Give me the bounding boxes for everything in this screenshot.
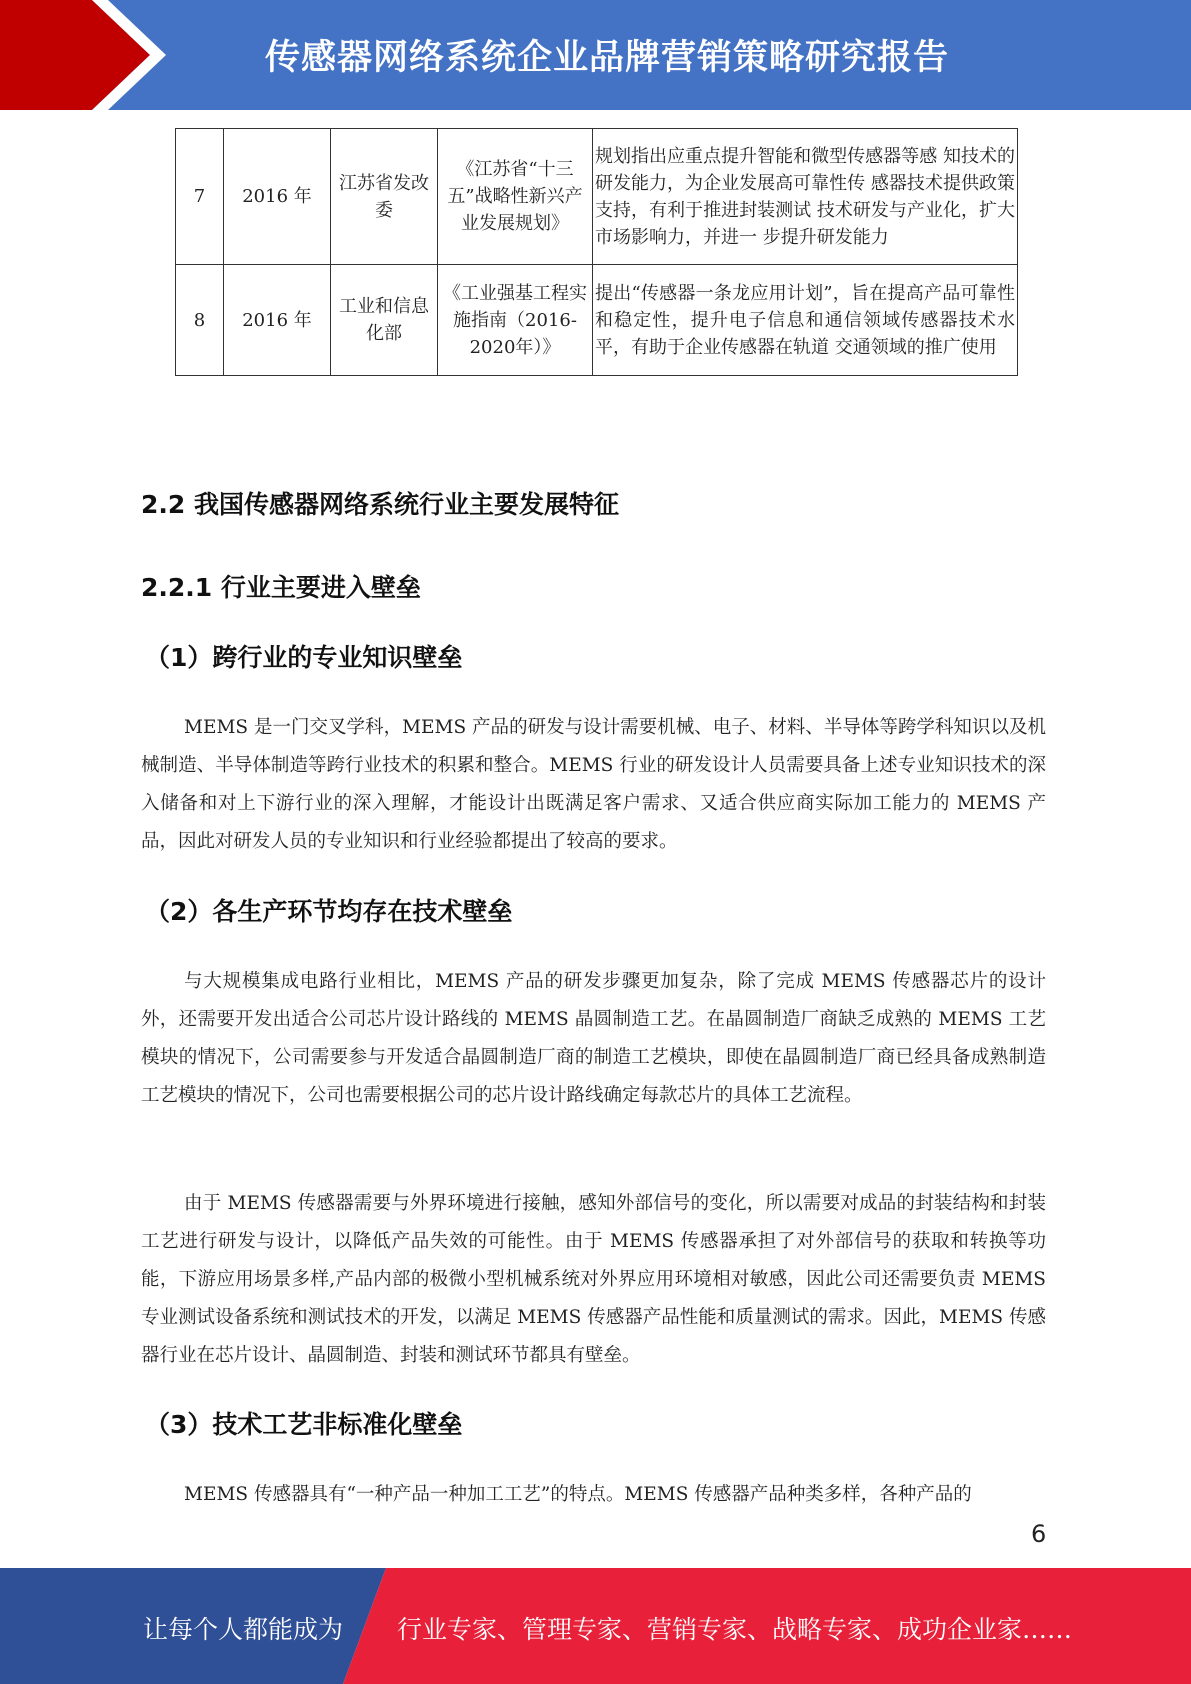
row-document: 《工业强基工程实施指南（2016-2020年）》 <box>438 265 593 376</box>
page-header <box>0 0 1191 110</box>
subheading-barrier-3: （3）技术工艺非标准化壁垒 <box>145 1410 463 1439</box>
report-title: 传感器网络系统企业品牌营销策略研究报告 <box>265 38 950 78</box>
row-description: 规划指出应重点提升智能和微型传感器等感 知技术的研发能力，为企业发展高可靠性传 感器技术提供政策支持，有利于推进封装测试 技术研发与产业化，扩大市场影响力，并进一 步提升研发能力 <box>593 129 1018 265</box>
row-year: 2016 年 <box>224 129 331 265</box>
footer-slogan-left: 让每个人都能成为 <box>143 1615 344 1644</box>
paragraph-2: 与大规模集成电路行业相比，MEMS 产品的研发步骤更加复杂，除了完成 MEMS 传感器芯片的设计外，还需要开发出适合公司芯片设计路线的 MEMS 晶圆制造工艺。在晶圆制造厂商缺乏成熟的 MEMS 工艺模块的情况下，公司需要参与开发适合晶圆制造厂商的制造工艺模块，即使在晶圆制造厂商已经具备成熟制造工艺模块的情况下，公司也需要根据公司的芯片设计路线确定每款芯片的具体工艺流程。 <box>141 971 1046 1106</box>
row-document: 《江苏省“十三五”战略性新兴产业发展规划》 <box>438 129 593 265</box>
subheading-barrier-2: （2）各生产环节均存在技术壁垒 <box>145 897 513 926</box>
policy-table <box>175 128 1018 376</box>
row-number: 8 <box>176 265 224 376</box>
section-heading-2-2-1: 2.2.1 行业主要进入壁垒 <box>141 573 421 602</box>
table-row <box>176 129 1018 265</box>
row-year: 2016 年 <box>224 265 331 376</box>
row-description: 提出“传感器一条龙应用计划”，旨在提高产品可靠性和稳定性，提升电子信息和通信领域传感器技术水平，有助于企业传感器在轨道 交通领域的推广使用 <box>593 265 1018 376</box>
subheading-barrier-1: （1）跨行业的专业知识壁垒 <box>145 643 463 672</box>
page-footer <box>0 1568 1191 1684</box>
paragraph-4: MEMS 传感器具有“一种产品一种加工工艺”的特点。MEMS 传感器产品种类多样，各种产品的 <box>184 1484 972 1505</box>
section-heading-2-2: 2.2 我国传感器网络系统行业主要发展特征 <box>141 490 619 519</box>
row-department: 江苏省发改委 <box>331 129 438 265</box>
page-number: 6 <box>1031 1520 1047 1548</box>
row-department: 工业和信息化部 <box>331 265 438 376</box>
paragraph-1: MEMS 是一门交叉学科，MEMS 产品的研发与设计需要机械、电子、材料、半导体等跨学科知识以及机械制造、半导体制造等跨行业技术的积累和整合。MEMS 行业的研发设计人员需要具备上述专业知识技术的深入储备和对上下游行业的深入理解，才能设计出既满足客户需求、又适合供应商实际加工能力的 MEMS 产品，因此对研发人员的专业知识和行业经验都提出了较高的要求。 <box>141 717 1046 852</box>
table-row <box>176 265 1018 376</box>
footer-slogan-right: 行业专家、管理专家、营销专家、战略专家、成功企业家…… <box>397 1615 1073 1644</box>
paragraph-3: 由于 MEMS 传感器需要与外界环境进行接触，感知外部信号的变化，所以需要对成品的封装结构和封装工艺进行研发与设计，以降低产品失效的可能性。由于 MEMS 传感器承担了对外部信号的获取和转换等功能，下游应用场景多样,产品内部的极微小型机械系统对外界应用环境相对敏感，因此公司还需要负责 MEMS 专业测试设备系统和测试技术的开发，以满足 MEMS 传感器产品性能和质量测试的需求。因此，MEMS 传感器行业在芯片设计、晶圆制造、封装和测试环节都具有壁垒。 <box>141 1193 1046 1366</box>
row-number: 7 <box>176 129 224 265</box>
